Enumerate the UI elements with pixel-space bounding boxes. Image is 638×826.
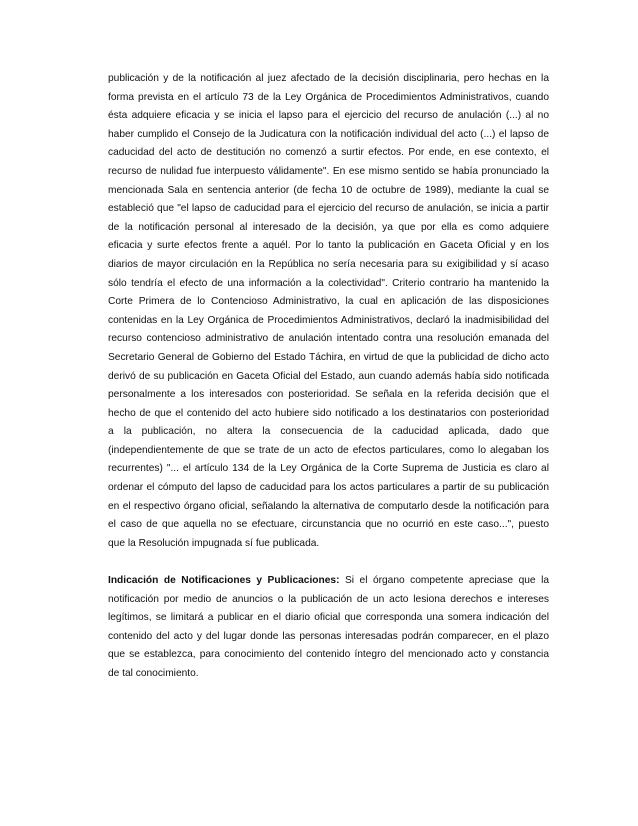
text-line: diarios de mayor circulación en la República no sería necesaria para su exigibilidad y sí acaso <box>108 258 549 270</box>
text-line <box>108 572 549 591</box>
text-line: de tal conocimiento. <box>108 668 199 679</box>
text-line: ordenar el cómputo del lapso de caducidad para los actos particulares a partir de su publicación <box>108 482 549 494</box>
text-line: personalmente a los interesados con posterioridad. Se señala en la referida decisión que el <box>108 389 549 401</box>
heading-line-text: Si el órgano competente apreciase que la <box>339 575 549 587</box>
text-line: eficacia y surte efectos frente a aquél. Por lo tanto la publicación en Gaceta Oficial y en los <box>108 240 549 252</box>
text-line: recurso de nulidad fue interpuesto válidamente". En ese mismo sentido se había pronunciado la <box>108 165 549 177</box>
text-line: que se establezca, para conocimiento del contenido íntegro del mencionado acto y constancia <box>108 649 549 661</box>
text-line: el caso de que aquella no se efectuare, circunstancia que no ocurrió en este caso...", puesto <box>108 519 549 531</box>
text-line: en el respectivo órgano oficial, señalando la alternativa de computarlo desde la notificación para <box>108 500 549 512</box>
text-line: notificación por medio de anuncios o la publicación de un acto lesiona derechos e intereses <box>108 593 549 605</box>
text-line: hecho de que el contenido del acto hubiere sido notificado a los destinatarios con posterioridad <box>108 407 549 419</box>
text-line: a la publicación, no altera la consecuencia de la caducidad aplicada, dado que <box>108 426 549 438</box>
text-line: publicación y de la notificación al juez afectado de la decisión disciplinaria, pero hechas en la <box>108 73 549 84</box>
section-heading: Indicación de Notificaciones y Publicaciones: <box>108 575 340 587</box>
text-line: ésta adquiere eficacia y se inicia el lapso para el ejercicio del recurso de anulación (...) al no <box>108 110 549 122</box>
text-line: contenido del acto y del lugar donde las personas interesadas podrán comparecer, en el plazo <box>108 630 549 642</box>
text-line: caducidad del acto de destitución no comenzó a surtir efectos. Por ende, en ese contexto, el <box>108 147 549 159</box>
text-line: Corte Primera de lo Contencioso Administrativo, la cual en aplicación de las disposiciones <box>108 296 549 308</box>
text-line: sólo tendría el efecto de una información a la colectividad". Criterio contrario ha mantenido la <box>108 277 549 289</box>
document-page <box>108 70 549 684</box>
text-line: forma prevista en el artículo 73 de la Ley Orgánica de Procedimientos Administrativos, cuando <box>108 91 549 103</box>
text-line: de la notificación personal al interesado de la decisión, ya que por ella es como adquiere <box>108 221 549 233</box>
text-line: mencionada Sala en sentencia anterior (de fecha 10 de octubre de 1989), mediante la cual se <box>108 184 549 196</box>
paragraph-spacer <box>108 553 549 572</box>
text-line: recurso contencioso administrativo de anulación intentado contra una resolución emanada del <box>108 333 549 345</box>
body-paragraph-1 <box>108 70 549 553</box>
text-line: legítimos, se limitará a publicar en el diario oficial que corresponda una somera indicación del <box>108 612 549 624</box>
text-line: haber cumplido el Consejo de la Judicatura con la notificación individual del acto (...) el lapso de <box>108 128 549 140</box>
text-line: derivó de su publicación en Gaceta Oficial del Estado, aun cuando además había sido notificada <box>108 370 549 382</box>
text-line: Secretario General de Gobierno del Estado Táchira, en virtud de que la publicidad de dicho acto <box>108 351 549 363</box>
body-paragraph-2 <box>108 572 549 684</box>
text-line: que la Resolución impugnada sí fue publicada. <box>108 537 320 549</box>
text-line: recurrentes) "... el artículo 134 de la Ley Orgánica de la Corte Suprema de Justicia es claro al <box>108 463 549 475</box>
text-line: (independientemente de que se trate de un acto de efectos particulares, como lo alegaban los <box>108 444 549 456</box>
text-line: estableció que "el lapso de caducidad para el ejercicio del recurso de anulación, se inicia a partir <box>108 203 549 215</box>
text-line: contenidas en la Ley Orgánica de Procedimientos Administrativos, declaró la inadmisibilidad del <box>108 314 549 326</box>
